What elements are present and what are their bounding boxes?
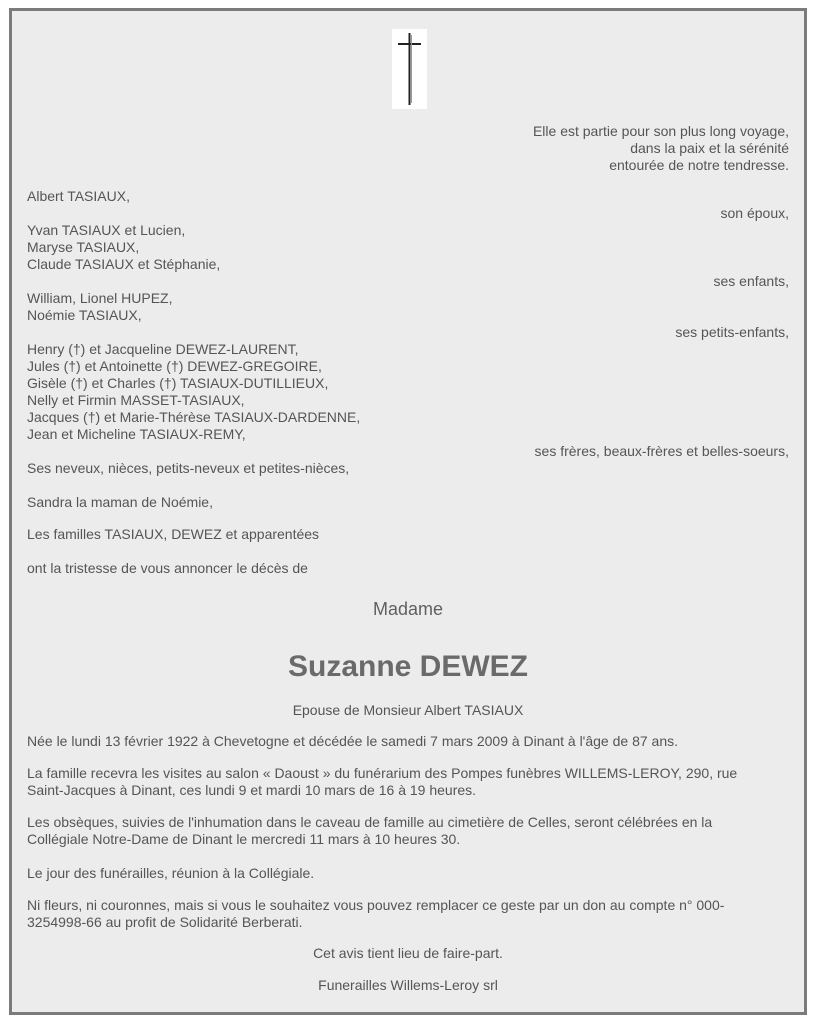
grandchild-name: Noémie TASIAUX,	[27, 307, 142, 323]
families-line: Les familles TASIAUX, DEWEZ et apparentées	[27, 526, 320, 542]
obseques-line: Collégiale Notre-Dame de Dinant le mercredi 11 mars à 10 heures 30.	[27, 831, 461, 847]
cross-icon	[392, 29, 427, 109]
sibling-name: Henry (†) et Jacqueline DEWEZ-LAURENT,	[27, 341, 299, 357]
deceased-title: Madame	[372, 599, 444, 619]
nephews-line: Ses neveux, nièces, petits-neveux et petites-nièces,	[27, 460, 350, 476]
grandchildren-role: ses petits-enfants,	[675, 324, 789, 340]
spouse-name: Albert TASIAUX,	[27, 188, 130, 204]
poem-line: entourée de notre tendresse.	[609, 157, 789, 173]
funeral-home-line: Funerailles Willems-Leroy srl	[318, 977, 498, 993]
deceased-spouse-line: Epouse de Monsieur Albert TASIAUX	[292, 702, 524, 718]
spouse-role: son époux,	[720, 205, 789, 221]
flowers-line: Ni fleurs, ni couronnes, mais si vous le souhaitez vous pouvez remplacer ce geste par un don au compte n° 000-	[27, 897, 725, 913]
birth-death-line: Née le lundi 13 février 1922 à Chevetogne et décédée le samedi 7 mars 2009 à Dinant à l'âge de 87 ans.	[27, 733, 678, 749]
visits-line: La famille recevra les visites au salon « Daoust » du funérarium des Pompes funèbres WILLEMS-LEROY, 290, rue	[27, 765, 738, 781]
poem-line: Elle est partie pour son plus long voyage,	[532, 123, 789, 139]
flowers-line: 3254998-66 au profit de Solidarité Berberati.	[27, 914, 303, 930]
reunion-line: Le jour des funérailles, réunion à la Collégiale.	[27, 865, 315, 881]
child-name: Claude TASIAUX et Stéphanie,	[27, 256, 221, 272]
sibling-name: Jean et Micheline TASIAUX-REMY,	[27, 426, 246, 442]
obituary-frame	[9, 8, 807, 1015]
obseques-line: Les obsèques, suivies de l'inhumation dans le caveau de famille au cimetière de Celles, seront célébrées en la	[27, 814, 713, 830]
sibling-name: Nelly et Firmin MASSET-TASIAUX,	[27, 392, 245, 408]
grandchild-name: William, Lionel HUPEZ,	[27, 290, 173, 306]
sibling-name: Gisèle (†) et Charles (†) TASIAUX-DUTILLIEUX,	[27, 375, 329, 391]
announce-line: ont la tristesse de vous annoncer le décès de	[27, 560, 308, 576]
deceased-name: Suzanne DEWEZ	[287, 650, 528, 683]
siblings-role: ses frères, beaux-frères et belles-soeurs,	[534, 443, 789, 459]
child-name: Maryse TASIAUX,	[27, 239, 140, 255]
children-role: ses enfants,	[713, 273, 789, 289]
sibling-name: Jules (†) et Antoinette (†) DEWEZ-GREGOIRE,	[27, 358, 322, 374]
poem-line: dans la paix et la sérénité	[630, 140, 789, 156]
sandra-line: Sandra la maman de Noémie,	[27, 494, 213, 510]
visits-line: Saint-Jacques à Dinant, ces lundi 9 et mardi 10 mars de 16 à 19 heures.	[27, 782, 477, 798]
notice-line: Cet avis tient lieu de faire-part.	[313, 945, 503, 961]
obituary-page	[12, 11, 804, 1012]
sibling-name: Jacques (†) et Marie-Thérèse TASIAUX-DARDENNE,	[27, 409, 361, 425]
child-name: Yvan TASIAUX et Lucien,	[27, 222, 186, 238]
